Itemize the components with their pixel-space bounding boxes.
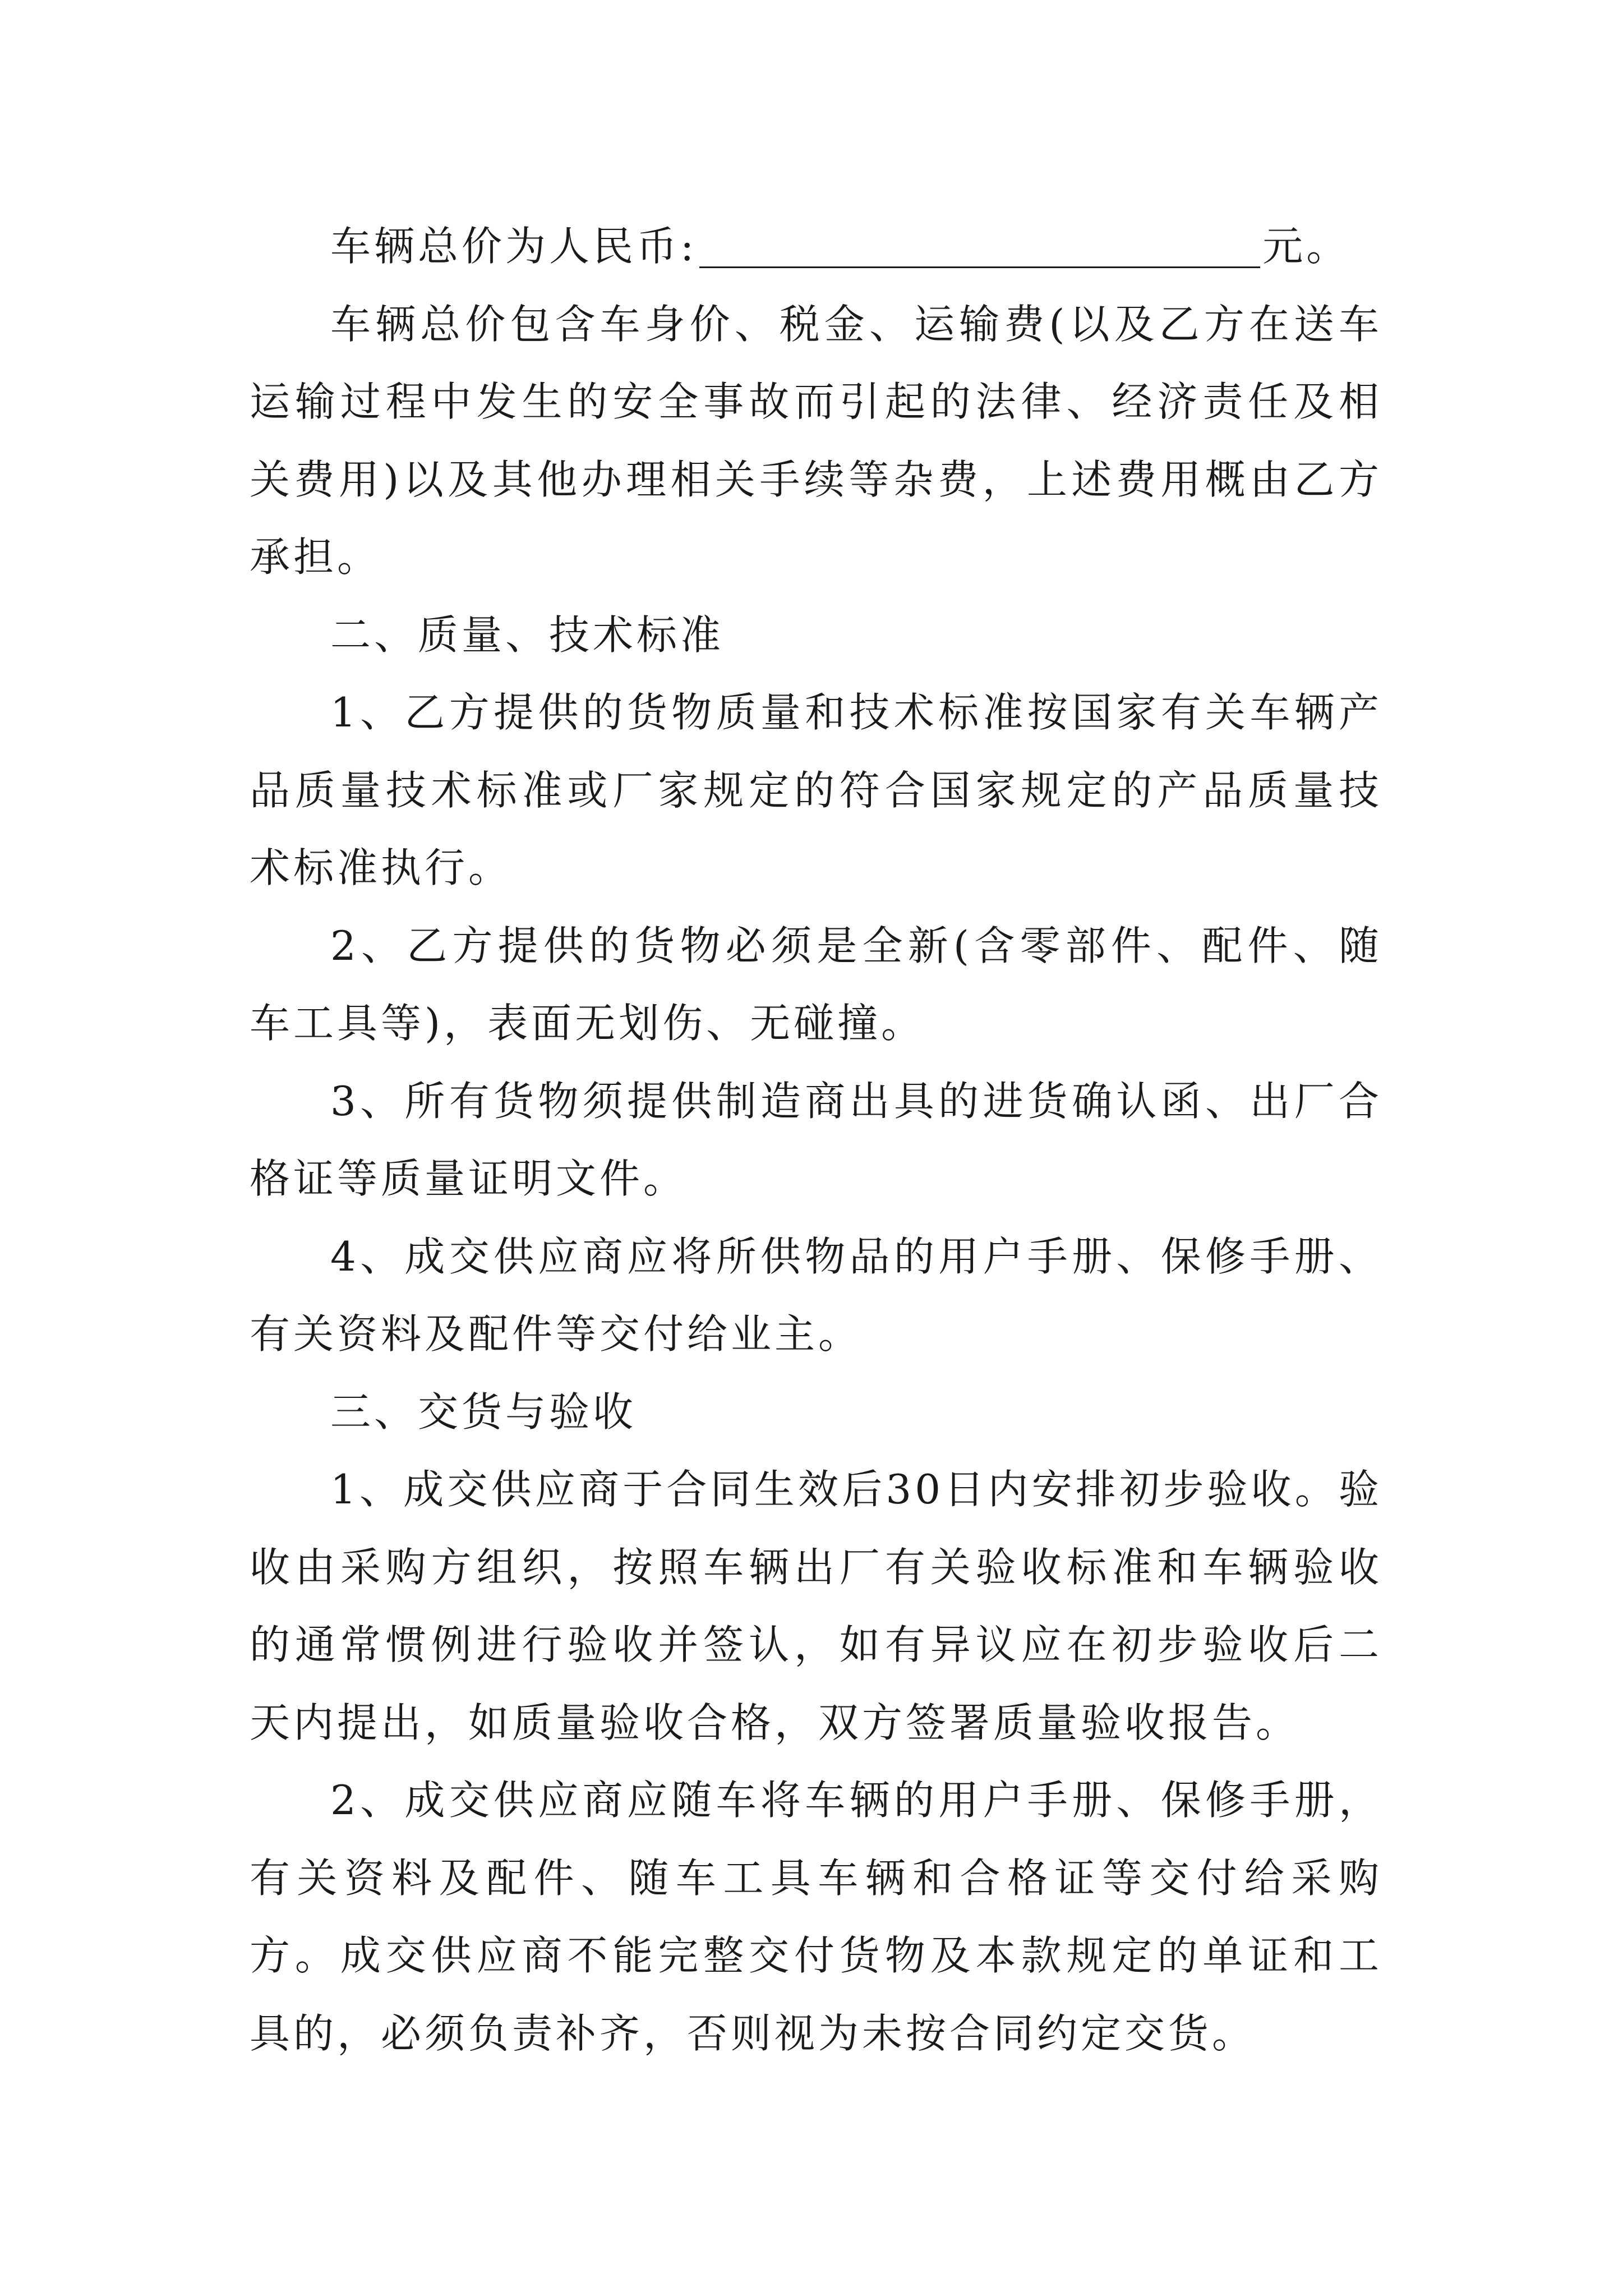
section-heading-delivery: 三、交货与验收 [330,1388,637,1435]
price-line [250,208,1382,286]
price-blank-field[interactable] [699,222,1260,268]
price-includes-paragraph: 车辆总价包含车身价、税金、运输费(以及乙方在送车运输过程中发生的安全事故而引起的法律、经济责任及相关费用)以及其他办理相关手续等杂费，上述费用概由乙方承担。 [250,300,1382,581]
section-heading-quality: 二、质量、技术标准 [330,611,725,659]
quality-item-3: 3、所有货物须提供制造商出具的进货确认函、出厂合格证等质量证明文件。 [250,1077,1382,1202]
quality-item-1: 1、乙方提供的货物质量和技术标准按国家有关车辆产品质量技术标准或厂家规定的符合国家规定的产品质量技术标准执行。 [250,689,1382,891]
quality-item-2: 2、乙方提供的货物必须是全新(含零部件、配件、随车工具等)，表面无划伤、无碰撞。 [250,922,1382,1047]
price-line-prefix: 车辆总价为人民币: [330,223,698,270]
delivery-item-1: 1、成交供应商于合同生效后30日内安排初步验收。验收由采购方组织，按照车辆出厂有关验收标准和车辆验收的通常惯例进行验收并签认，如有异议应在初步验收后二天内提出，如质量验收合格，双方签署质量验收报告。 [250,1466,1382,1746]
delivery-item-2: 2、成交供应商应随车将车辆的用户手册、保修手册，有关资料及配件、随车工具车辆和合格证等交付给采购方。成交供应商不能完整交付货物及本款规定的单证和工具的，必须负责补齐，否则视为未按合同约定交货。 [250,1777,1382,2057]
document-page [250,208,1382,2072]
price-line-suffix: 元。 [1262,223,1350,270]
quality-item-4: 4、成交供应商应将所供物品的用户手册、保修手册、有关资料及配件等交付给业主。 [250,1232,1382,1358]
